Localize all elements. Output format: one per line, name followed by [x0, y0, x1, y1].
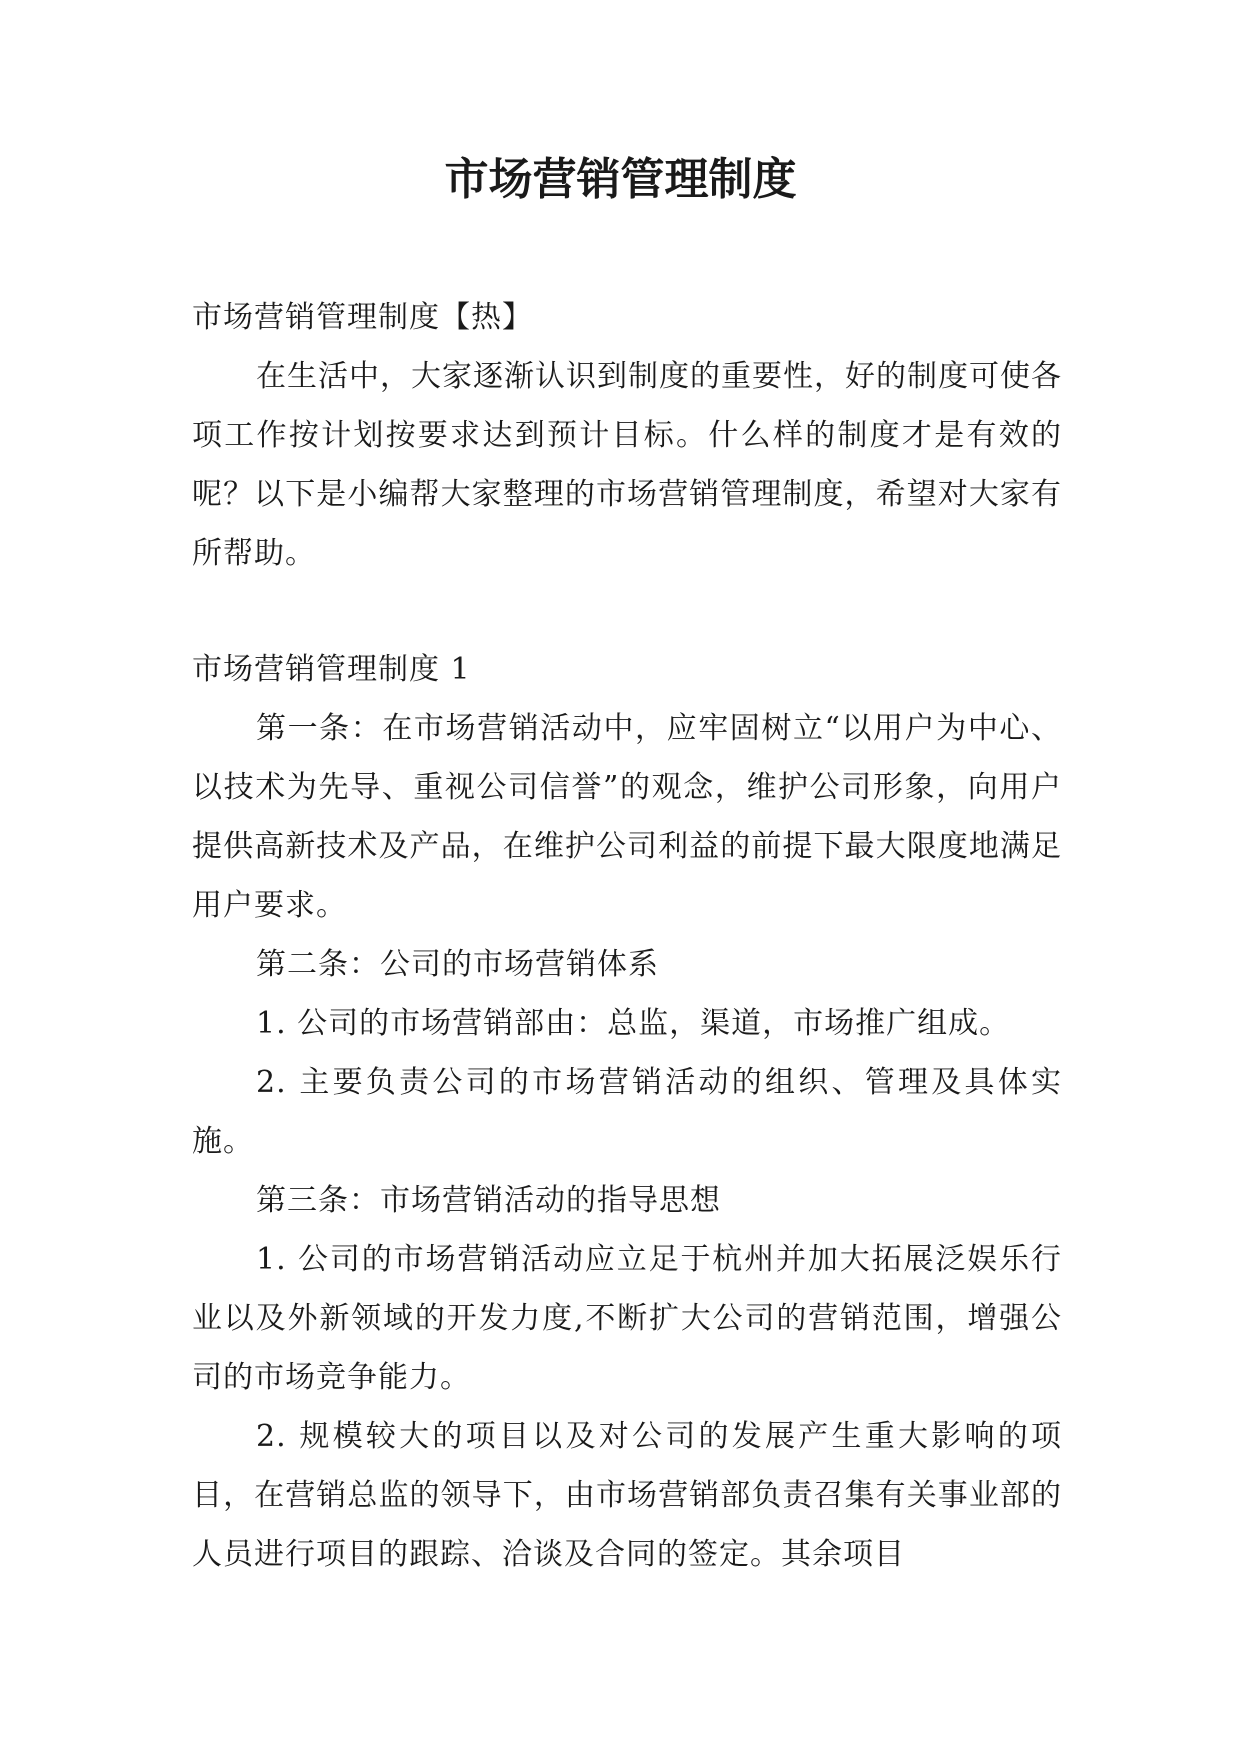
article-two-heading: 第二条：公司的市场营销体系 [256, 947, 659, 982]
intro-paragraph: 在生活中，大家逐渐认识到制度的重要性，好的制度可使各项工作按计划按要求达到预计目标。什么样的制度才是有效的呢？以下是小编帮大家整理的市场营销管理制度，希望对大家有所帮助。 [192, 359, 1062, 571]
section-heading: 市场营销管理制度 1 [192, 652, 471, 687]
document-subtitle: 市场营销管理制度【热】 [192, 300, 533, 335]
article-three-item-2: 2. 规模较大的项目以及对公司的发展产生重大影响的项目，在营销总监的领导下，由市场营销部负责召集有关事业部的人员进行项目的跟踪、洽谈及合同的签定。其余项目 [192, 1419, 1062, 1572]
document-title: 市场营销管理制度 [444, 154, 797, 205]
article-three-item-1: 1. 公司的市场营销活动应立足于杭州并加大拓展泛娱乐行业以及外新领域的开发力度,不断扩大公司的营销范围，增强公司的市场竞争能力。 [192, 1242, 1062, 1395]
document-body [192, 288, 1062, 1584]
paragraph-gap [192, 583, 1062, 640]
article-two-item-2: 2. 主要负责公司的市场营销活动的组织、管理及具体实施。 [192, 1065, 1062, 1159]
article-two-item-1: 1. 公司的市场营销部由：总监，渠道，市场推广组成。 [256, 1006, 1011, 1041]
article-one-paragraph: 第一条：在市场营销活动中，应牢固树立“以用户为中心、以技术为先导、重视公司信誉”的观念，维护公司形象，向用户提供高新技术及产品，在维护公司利益的前提下最大限度地满足用户要求。 [192, 711, 1062, 923]
article-three-heading: 第三条：市场营销活动的指导思想 [256, 1183, 721, 1218]
